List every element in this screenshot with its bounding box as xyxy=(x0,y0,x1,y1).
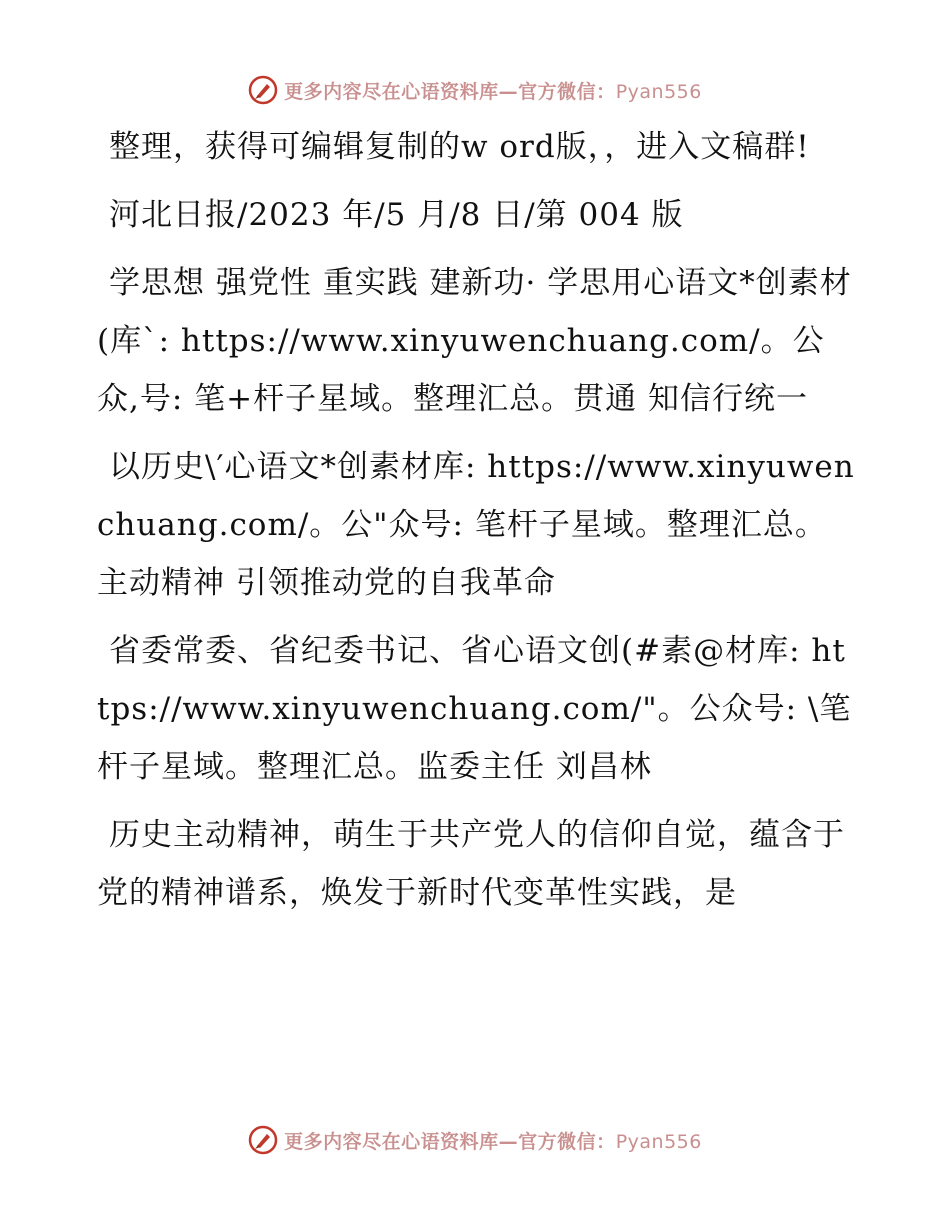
header-banner xyxy=(0,70,950,110)
banner-separator: — xyxy=(498,1130,519,1153)
pen-nib-logo-icon xyxy=(248,1125,278,1155)
paragraph-2: 河北日报/2023 年/5 月/8 日/第 004 版 xyxy=(109,197,684,233)
document-body xyxy=(97,118,857,932)
banner-main-text: 更多内容尽在心语资料库 xyxy=(284,80,499,103)
paragraph-4: 以历史\′心语文*创素材库: https://www.xinyuwenchuang.com/。公"众号: 笔杆子星域。整理汇总。主动精神 引领推动党的自我革命 xyxy=(97,449,855,601)
paragraph-1: 整理，获得可编辑复制的w ord版，，进入文稿群! xyxy=(109,129,810,165)
banner-wechat-id: Pyan556 xyxy=(615,80,702,103)
paragraph-6: 历史主动精神，萌生于共产党人的信仰自觉，蕴含于党的精神谱系，焕发于新时代变革性实践，是 xyxy=(97,817,845,911)
paragraph-5: 省委常委、省纪委书记、省心语文创(#素@材库: https://www.xinyuwenchuang.com/"。公众号: \笔杆子星域。整理汇总。监委主任 刘昌林 xyxy=(97,633,852,785)
banner-text xyxy=(284,1127,702,1154)
banner-wechat-id: Pyan556 xyxy=(615,1130,702,1153)
banner-text xyxy=(284,77,702,104)
banner-main-text: 更多内容尽在心语资料库 xyxy=(284,1130,499,1153)
banner-separator: — xyxy=(498,80,519,103)
paragraph-3: 学思想 强党性 重实践 建新功· 学思用心语文*创素材(库`: https://www.xinyuwenchuang.com/。公众,号: 笔+杆子星域。整理汇总。贯通 知信行统一 xyxy=(97,265,852,417)
pen-nib-logo-icon xyxy=(248,75,278,105)
banner-wechat-label: 官方微信： xyxy=(518,80,616,103)
banner-wechat-label: 官方微信： xyxy=(518,1130,616,1153)
footer-banner xyxy=(0,1120,950,1160)
